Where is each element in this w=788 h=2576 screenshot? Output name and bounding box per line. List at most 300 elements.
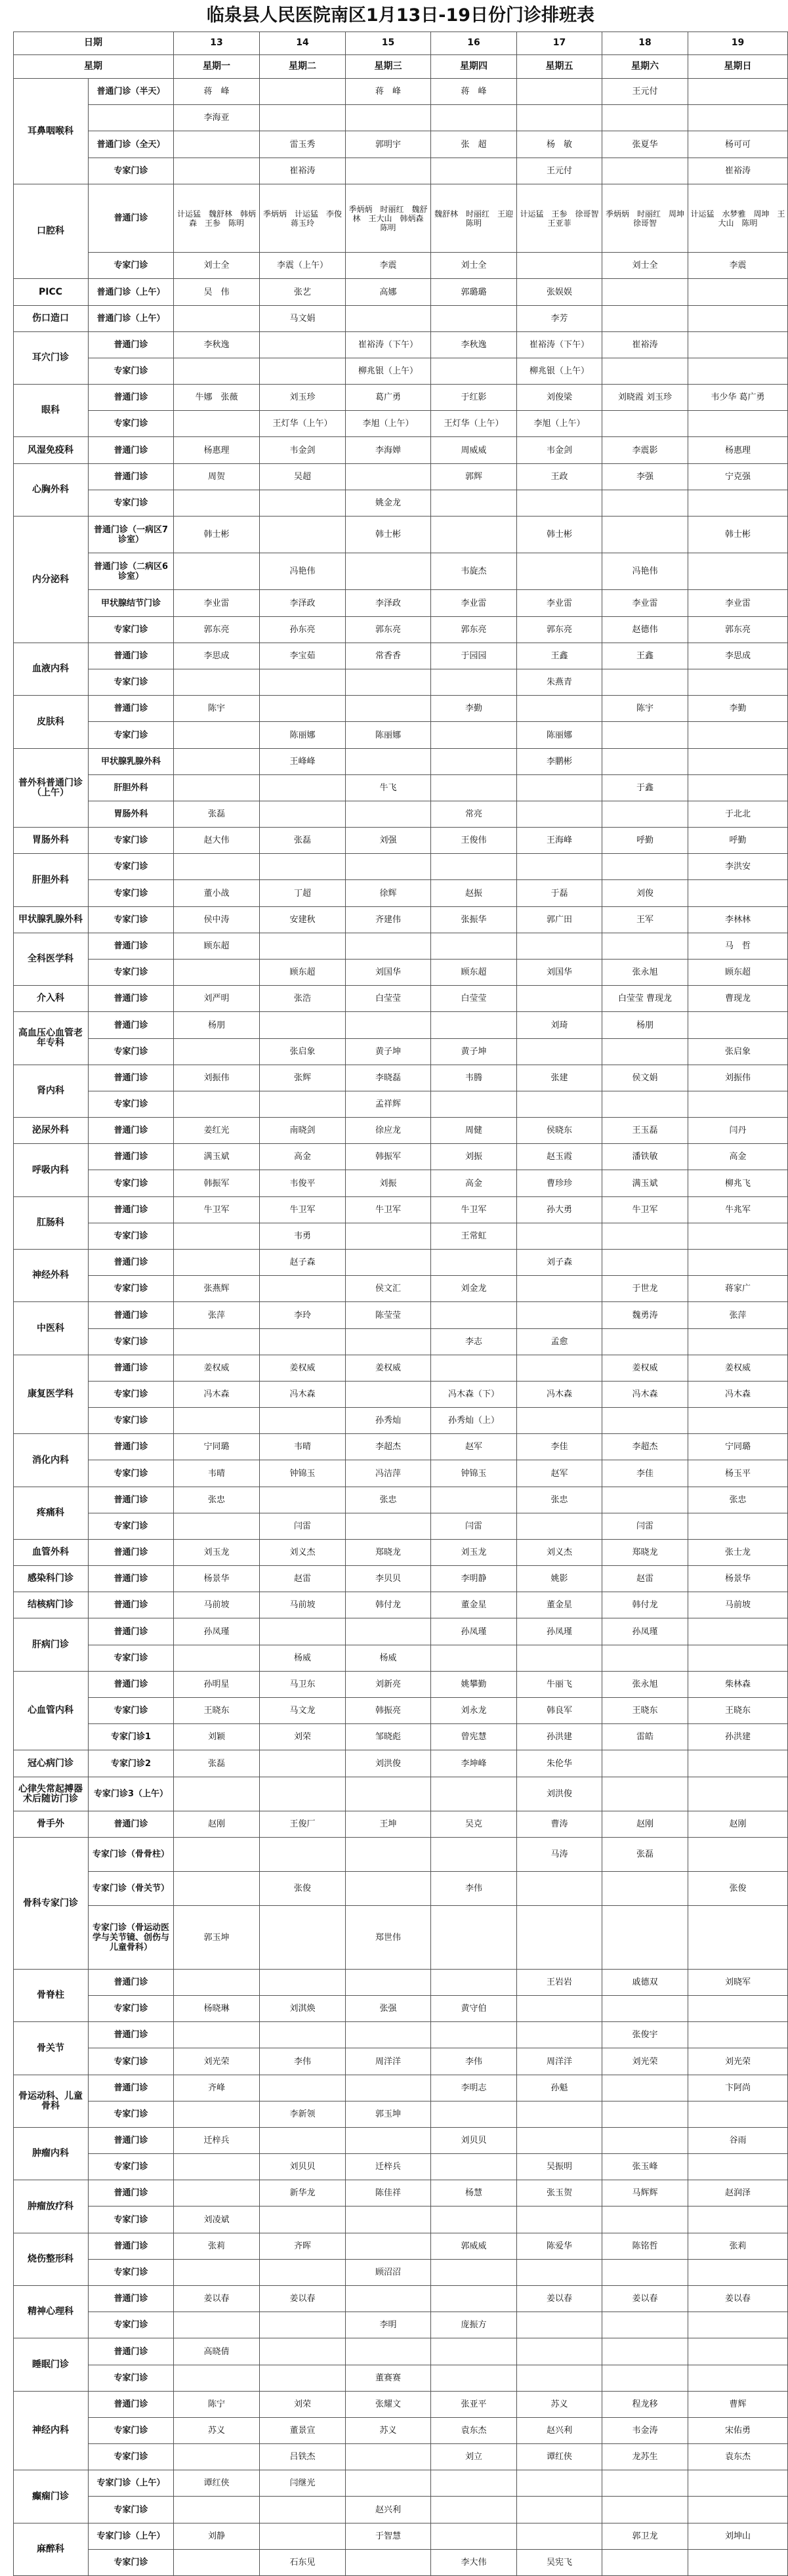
doctor-cell [602,1329,688,1355]
doctor-cell: 张启象 [260,1039,346,1065]
doctor-cell: 郑世伟 [346,1906,431,1970]
doctor-cell [260,1276,346,1302]
doctor-cell [517,2260,602,2286]
doctor-cell: 刘严明 [174,986,260,1012]
doctor-cell: 刘永龙 [431,1698,517,1724]
doctor-cell [688,1906,788,1970]
doctor-cell [688,2312,788,2338]
doctor-cell: 徐辉 [346,880,431,907]
doctor-cell [517,1276,602,1302]
doctor-cell: 于智慧 [346,2523,431,2550]
doctor-cell [346,464,431,490]
doctor-cell [602,2312,688,2338]
department-name: 呼吸内科 [13,1144,89,1197]
doctor-cell [688,2338,788,2365]
doctor-cell [346,2022,431,2048]
clinic-type-cell: 普通门诊 [89,2338,174,2365]
doctor-cell: 韦旋杰 [431,553,517,590]
doctor-cell: 刘强 [346,828,431,854]
doctor-cell [431,1487,517,1513]
doctor-cell: 韩振亮 [346,1698,431,1724]
doctor-cell: 崔裕涛 [602,332,688,358]
clinic-type-cell: 普通门诊 [89,332,174,358]
doctor-cell: 刘玉珍 [260,385,346,411]
doctor-cell [174,960,260,986]
doctor-cell [517,854,602,880]
doctor-cell: 蒋 峰 [174,79,260,105]
doctor-cell [431,358,517,385]
doctor-cell [688,1223,788,1250]
doctor-cell [688,880,788,907]
clinic-type-cell: 普通门诊 [89,1592,174,1618]
clinic-type-cell: 普通门诊 [89,1434,174,1460]
doctor-cell: 顾东超 [174,933,260,960]
doctor-cell: 杨威 [260,1645,346,1672]
department-name: 精神心理科 [13,2286,89,2338]
doctor-cell: 孙凤瑾 [431,1618,517,1645]
date-header-cell: 16 [431,32,517,55]
department-name: 全科医学科 [13,933,89,986]
doctor-cell: 魏舒林 时丽红 王迎 陈明 [431,184,517,253]
doctor-cell: 王元付 [517,158,602,184]
doctor-cell [517,253,602,279]
doctor-cell [517,1355,602,1382]
clinic-type-cell: 专家门诊 [89,2312,174,2338]
doctor-cell [346,2444,431,2470]
doctor-cell: 马前坡 [174,1592,260,1618]
doctor-cell [517,1408,602,1434]
doctor-cell: 满玉斌 [602,1170,688,1197]
doctor-cell: 刘国华 [517,960,602,986]
clinic-type-cell: 专家门诊 [89,2497,174,2523]
doctor-cell: 陈宇 [602,696,688,722]
doctor-cell [602,1223,688,1250]
doctor-cell [174,131,260,158]
doctor-cell [517,2022,602,2048]
doctor-cell [517,801,602,828]
doctor-cell: 侯中涛 [174,907,260,933]
doctor-cell: 刘光荣 [602,2048,688,2075]
department-name: 结核病门诊 [13,1592,89,1618]
doctor-cell: 张永旭 [602,960,688,986]
doctor-cell: 张玉贺 [517,2180,602,2206]
doctor-cell [517,105,602,131]
doctor-cell: 柳兆银（上午） [346,358,431,385]
doctor-cell: 孙东亮 [260,617,346,643]
doctor-cell: 张永旭 [602,1672,688,1698]
clinic-type-cell: 专家门诊 [89,358,174,385]
clinic-type-cell: 普通门诊 [89,1302,174,1329]
doctor-cell [688,332,788,358]
doctor-cell: 李大伟 [431,2550,517,2576]
doctor-cell [602,411,688,437]
doctor-cell: 刘振伟 [174,1065,260,1091]
doctor-cell [431,1250,517,1276]
doctor-cell: 刘晓军 [688,1970,788,1996]
doctor-cell [431,669,517,696]
clinic-type-cell: 专家门诊（骨运动医学与关节镜、创伤与儿童骨科） [89,1906,174,1970]
doctor-cell: 冯艳伟 [602,553,688,590]
doctor-cell [260,854,346,880]
doctor-cell [688,553,788,590]
weekday-header-cell: 星期二 [260,55,346,79]
doctor-cell: 黄守伯 [431,1996,517,2022]
doctor-cell [260,1329,346,1355]
clinic-type-cell: 普通门诊 [89,2022,174,2048]
clinic-type-cell: 普通门诊 [89,1012,174,1039]
doctor-cell [517,1223,602,1250]
department-name: 烧伤整形科 [13,2233,89,2286]
weekday-header-cell: 星期六 [602,55,688,79]
doctor-cell: 姜以春 [174,2286,260,2312]
doctor-cell: 张萍 [174,1302,260,1329]
doctor-cell: 李震（上午） [260,253,346,279]
doctor-cell [688,490,788,517]
doctor-cell: 李芳 [517,306,602,332]
doctor-cell: 齐晖 [260,2233,346,2260]
clinic-type-cell: 专家门诊（上午） [89,2523,174,2550]
doctor-cell [174,1970,260,1996]
doctor-cell [602,1750,688,1777]
department-name: 甲状腺乳腺外科 [13,907,89,933]
doctor-cell [602,2128,688,2154]
doctor-cell: 王俊厂 [260,1811,346,1838]
doctor-cell: 李思成 [688,643,788,669]
doctor-cell: 孙明星 [174,1672,260,1698]
doctor-cell: 于红影 [431,385,517,411]
doctor-cell: 李震影 [602,437,688,464]
doctor-cell [260,1838,346,1872]
department-name: 肿瘤放疗科 [13,2180,89,2233]
doctor-cell: 刘振 [346,1170,431,1197]
doctor-cell [602,722,688,749]
doctor-cell: 王海峰 [517,828,602,854]
doctor-cell: 姜以春 [688,2286,788,2312]
doctor-cell: 吕铁杰 [260,2444,346,2470]
clinic-type-cell [89,105,174,131]
department-name: 肾内科 [13,1065,89,1118]
doctor-cell [174,2365,260,2392]
clinic-type-cell: 普通门诊 [89,437,174,464]
doctor-cell [346,306,431,332]
doctor-cell [517,1996,602,2022]
doctor-cell: 韩良军 [517,1698,602,1724]
doctor-cell [688,1750,788,1777]
doctor-cell [346,669,431,696]
doctor-cell: 张强 [346,1996,431,2022]
doctor-cell: 刘俊 [602,880,688,907]
doctor-cell [602,1408,688,1434]
doctor-cell: 刘玉龙 [174,1540,260,1566]
department-name: 疼痛科 [13,1487,89,1540]
doctor-cell: 李坤峰 [431,1750,517,1777]
doctor-cell: 常亮 [431,801,517,828]
doctor-cell: 南晓剑 [260,1118,346,1144]
doctor-cell: 曹辉 [688,2392,788,2418]
department-name: 耳穴门诊 [13,332,89,385]
doctor-cell: 吴克 [431,1811,517,1838]
clinic-type-cell: 专家门诊 [89,669,174,696]
doctor-cell: 杨威 [346,1645,431,1672]
department-name: 冠心病门诊 [13,1750,89,1777]
clinic-type-cell: 专家门诊2 [89,1750,174,1777]
doctor-cell: 陈宁 [174,2392,260,2418]
doctor-cell [688,1645,788,1672]
doctor-cell: 陈铭哲 [602,2233,688,2260]
doctor-cell: 杨景华 [688,1566,788,1592]
doctor-cell: 张艺 [260,279,346,306]
clinic-type-cell: 专家门诊 [89,1645,174,1672]
doctor-cell [431,2470,517,2497]
doctor-cell: 韦金剑 [517,437,602,464]
department-name: 肛肠科 [13,1197,89,1250]
doctor-cell: 顾东超 [688,960,788,986]
doctor-cell [431,749,517,775]
clinic-type-cell: 普通门诊 [89,1065,174,1091]
doctor-cell: 冯木森 [602,1382,688,1408]
doctor-cell: 闫丹 [688,1118,788,1144]
doctor-cell: 崔裕涛 [260,158,346,184]
doctor-cell [688,2470,788,2497]
doctor-cell [174,2550,260,2576]
doctor-cell: 张亚平 [431,2392,517,2418]
doctor-cell: 高金 [260,1144,346,1170]
doctor-cell: 黄子坤 [431,1039,517,1065]
doctor-cell: 呼勤 [602,828,688,854]
doctor-cell [517,696,602,722]
clinic-type-cell: 普通门诊 [89,1970,174,1996]
doctor-cell: 韦金剑 [260,437,346,464]
doctor-cell [431,1302,517,1329]
doctor-cell: 刘坤山 [688,2523,788,2550]
doctor-cell [688,2365,788,2392]
doctor-cell: 韩付龙 [602,1592,688,1618]
clinic-type-cell: 普通门诊 [89,1487,174,1513]
doctor-cell [431,517,517,553]
department-name: 麻醉科 [13,2523,89,2576]
clinic-type-cell: 甲状腺乳腺外科 [89,749,174,775]
doctor-cell: 谭红侠 [174,2470,260,2497]
doctor-cell: 杨景华 [174,1566,260,1592]
doctor-cell [174,1872,260,1906]
doctor-cell [517,933,602,960]
doctor-cell: 潘铁敏 [602,1144,688,1170]
doctor-cell [346,2338,431,2365]
doctor-cell: 刘士全 [174,253,260,279]
doctor-cell [346,854,431,880]
doctor-cell [688,2550,788,2576]
doctor-cell [431,2365,517,2392]
doctor-cell: 刘振 [431,1144,517,1170]
doctor-cell: 吴 伟 [174,279,260,306]
clinic-type-cell: 专家门诊 [89,1329,174,1355]
doctor-cell: 邹晓彪 [346,1724,431,1750]
doctor-cell [346,2286,431,2312]
clinic-type-cell: 普通门诊 [89,385,174,411]
doctor-cell [602,1906,688,1970]
doctor-cell [346,1382,431,1408]
department-name: 肝病门诊 [13,1618,89,1672]
doctor-cell: 侯文汇 [346,1276,431,1302]
doctor-cell: 常香香 [346,643,431,669]
doctor-cell: 葛广勇 [346,385,431,411]
doctor-cell [431,722,517,749]
doctor-cell [174,1838,260,1872]
doctor-cell [517,775,602,801]
doctor-cell [602,105,688,131]
clinic-type-cell: 普通门诊 [89,1618,174,1645]
date-header-label: 日期 [13,32,174,55]
doctor-cell: 柳兆飞 [688,1170,788,1197]
doctor-cell [688,1408,788,1434]
doctor-cell: 赵雷 [260,1566,346,1592]
department-name: 介入科 [13,986,89,1012]
department-name: 眼科 [13,385,89,437]
doctor-cell: 郭辉 [431,464,517,490]
doctor-cell: 侯晓东 [517,1118,602,1144]
doctor-cell: 韩士彬 [346,517,431,553]
weekday-header-cell: 星期四 [431,55,517,79]
doctor-cell: 刘洪俊 [346,1750,431,1777]
doctor-cell [260,490,346,517]
doctor-cell: 李晓磊 [346,1065,431,1091]
doctor-cell [260,1012,346,1039]
clinic-type-cell: 专家门诊 [89,2550,174,2576]
doctor-cell [346,1250,431,1276]
doctor-cell: 柳兆银（上午） [517,358,602,385]
doctor-cell: 姚影 [517,1566,602,1592]
doctor-cell [602,279,688,306]
doctor-cell: 马 哲 [688,933,788,960]
doctor-cell [602,306,688,332]
doctor-cell: 于磊 [517,880,602,907]
doctor-cell: 雷玉秀 [260,131,346,158]
clinic-type-cell: 肝胆外科 [89,775,174,801]
date-header-cell: 19 [688,32,788,55]
doctor-cell [174,1329,260,1355]
doctor-cell: 刘贝贝 [260,2154,346,2180]
doctor-cell [517,1091,602,1118]
doctor-cell: 董景宣 [260,2418,346,2444]
doctor-cell: 刘凌斌 [174,2206,260,2233]
doctor-cell: 张忠 [174,1487,260,1513]
doctor-cell: 闫雷 [602,1513,688,1540]
clinic-type-cell: 专家门诊 [89,1039,174,1065]
doctor-cell: 曹现龙 [688,986,788,1012]
doctor-cell [260,1906,346,1970]
doctor-cell [346,801,431,828]
doctor-cell: 李洪安 [688,854,788,880]
doctor-cell [260,79,346,105]
doctor-cell: 谷雨 [688,2128,788,2154]
doctor-cell: 呼勤 [688,828,788,854]
doctor-cell [602,1487,688,1513]
doctor-cell [688,1250,788,1276]
doctor-cell: 朱燕青 [517,669,602,696]
doctor-cell: 王坤 [346,1811,431,1838]
doctor-cell: 朱伦华 [517,1750,602,1777]
doctor-cell [346,2233,431,2260]
doctor-cell [346,1970,431,1996]
doctor-cell: 李海亚 [174,105,260,131]
clinic-type-cell: 普通门诊 [89,2180,174,2206]
doctor-cell: 张耀文 [346,2392,431,2418]
doctor-cell: 刘俊梁 [517,385,602,411]
doctor-cell: 李震 [346,253,431,279]
doctor-cell: 张夏华 [602,131,688,158]
doctor-cell: 姚攀勤 [431,1672,517,1698]
doctor-cell: 曹涛 [517,1811,602,1838]
doctor-cell: 徐应龙 [346,1118,431,1144]
doctor-cell [346,553,431,590]
doctor-cell: 李旭（上午） [346,411,431,437]
doctor-cell: 计运猛 魏舒林 韩炳森 王参 陈明 [174,184,260,253]
doctor-cell: 杨惠理 [174,437,260,464]
doctor-cell: 谭红侠 [517,2444,602,2470]
doctor-cell [431,490,517,517]
doctor-cell: 李业雷 [517,590,602,617]
doctor-cell: 卞阿尚 [688,2075,788,2101]
doctor-cell: 刘淇焕 [260,1996,346,2022]
clinic-type-cell: 专家门诊3（上午） [89,1777,174,1811]
doctor-cell: 冯木森 [688,1382,788,1408]
doctor-cell: 赵子森 [260,1250,346,1276]
doctor-cell: 赵大伟 [174,828,260,854]
doctor-cell: 韩振军 [174,1170,260,1197]
doctor-cell: 马前坡 [688,1592,788,1618]
doctor-cell [260,1091,346,1118]
doctor-cell: 刘子森 [517,1250,602,1276]
doctor-cell: 刘新亮 [346,1672,431,1698]
doctor-cell [688,1996,788,2022]
clinic-type-cell: 普通门诊 [89,2392,174,2418]
doctor-cell [260,1408,346,1434]
doctor-cell: 张浩 [260,986,346,1012]
doctor-cell: 冯洁萍 [346,1460,431,1487]
doctor-cell: 杨玉平 [688,1460,788,1487]
doctor-cell: 杨慧 [431,2180,517,2206]
doctor-cell: 刘士全 [431,253,517,279]
department-name: 神经外科 [13,1250,89,1302]
doctor-cell [174,1091,260,1118]
clinic-type-cell: 专家门诊 [89,854,174,880]
doctor-cell: 王玉磊 [602,1118,688,1144]
doctor-cell: 李玲 [260,1302,346,1329]
doctor-cell [174,2180,260,2206]
doctor-cell [431,2260,517,2286]
doctor-cell: 李勤 [431,696,517,722]
date-header-cell: 13 [174,32,260,55]
doctor-cell: 张莉 [688,2233,788,2260]
doctor-cell: 韩振军 [346,1144,431,1170]
clinic-type-cell: 专家门诊 [89,907,174,933]
department-name: 睡眠门诊 [13,2338,89,2392]
doctor-cell [260,1750,346,1777]
doctor-cell: 柴林森 [688,1672,788,1698]
doctor-cell: 李佳 [517,1434,602,1460]
doctor-cell: 冯木森（下） [431,1382,517,1408]
doctor-cell [174,358,260,385]
doctor-cell [260,2338,346,2365]
doctor-cell: 王晓东 [174,1698,260,1724]
clinic-type-cell: 普通门诊（半天） [89,79,174,105]
doctor-cell: 赵雷 [602,1566,688,1592]
doctor-cell: 孙大勇 [517,1197,602,1223]
clinic-type-cell: 普通门诊（全天） [89,131,174,158]
doctor-cell: 李佳 [602,1460,688,1487]
doctor-cell: 郭卫龙 [602,2523,688,2550]
department-name: 神经内科 [13,2392,89,2470]
